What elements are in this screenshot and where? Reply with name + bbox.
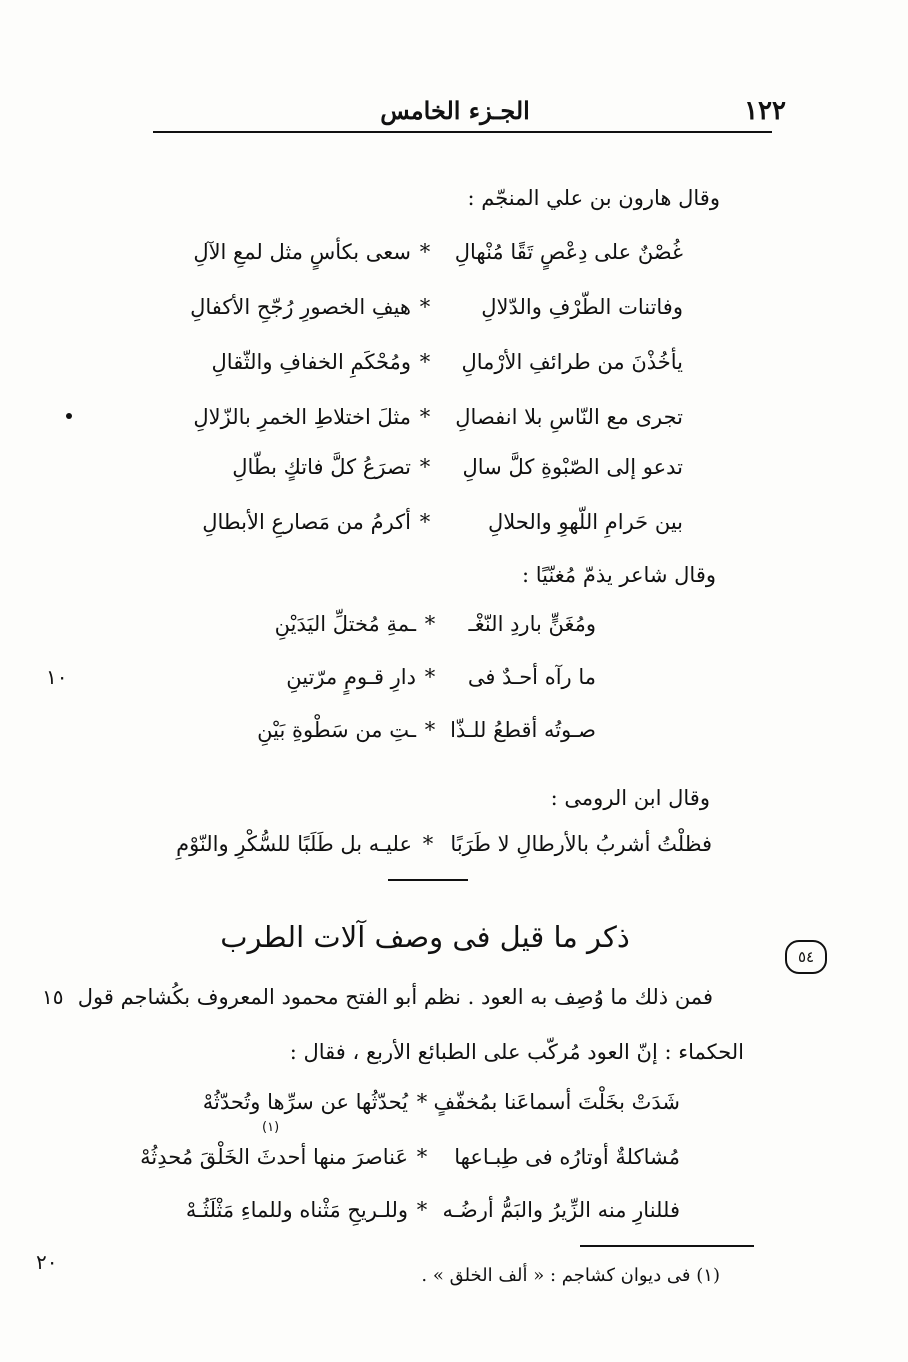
line-number-10: ١٠	[46, 665, 68, 689]
section-title: ذكر ما قيل فى وصف آلات الطرب	[220, 920, 630, 954]
hemistich: فظلْتُ أشربُ بالأرطالِ لا طَرَبًا	[450, 832, 712, 856]
hemistich: وللـريحِ مَثْناه وللماءِ مَثْلَثُـهْ	[185, 1198, 408, 1222]
hemistich: بين حَرامِ اللّهوِ والحلالِ	[487, 510, 683, 534]
intro-rumi: وقال ابن الرومى :	[550, 786, 710, 810]
hemistich: يُحدّثُها عن سرِّها وتُحدّثُهْ	[202, 1090, 408, 1114]
section-divider	[388, 879, 468, 881]
hemistich: شَدَتْ بخَلْتَ أسماعَنا بمُخفّفٍ	[433, 1090, 680, 1114]
verse-separator: *	[424, 612, 436, 636]
page-number: ١٢٢	[744, 96, 786, 126]
marginal-ornament: ٥٤	[785, 940, 827, 974]
hemistich: يأخُذْنَ من طرائفِ الأرْمالِ	[461, 350, 683, 374]
intro-harun: وقال هارون بن علي المنجّم :	[467, 186, 720, 210]
verse-separator: *	[416, 1198, 428, 1222]
verse-separator: *	[422, 832, 434, 856]
footnote-rule	[580, 1245, 754, 1247]
footnote: (١) فى ديوان كشاجم : « ألف الخلق » .	[421, 1265, 720, 1286]
hemistich: دارِ قـومٍ مرّتينِ	[286, 665, 416, 689]
hemistich: أكرمُ من مَصارعِ الأبطالِ	[202, 510, 411, 534]
hemistich: عَناصرَ منها أحدثَ الخَلْقَ مُحدِثُهْ	[140, 1145, 408, 1169]
intro-poet: وقال شاعر يذمّ مُغنّيًا :	[521, 563, 716, 587]
hemistich: ما رآه أحـدٌ فى	[467, 665, 596, 689]
hemistich: تصرَعُ كلَّ فاتكٍ بطّالِ	[232, 455, 411, 479]
hemistich: صـوتُه أقطعُ للـذّا	[450, 718, 596, 742]
running-title: الجـزء الخامس	[380, 96, 530, 125]
prose-line: فمن ذلك ما وُصِف به العود . نظم أبو الفتح محمود المعروف بكُشاجم قول	[77, 985, 713, 1009]
hemistich: ـمةِ مُختلِّ اليَدَيْنِ	[274, 612, 416, 636]
hemistich: مثلَ اختلاطِ الخمرِ بالزّلالِ	[193, 405, 411, 429]
margin-dot	[66, 413, 72, 419]
verse-separator: *	[419, 455, 431, 479]
header-rule	[153, 131, 772, 133]
verse-separator: *	[419, 405, 431, 429]
line-number-15: ١٥	[42, 985, 64, 1009]
hemistich: فللنارِ منه الزِّيرُ والبَمُّ أرضُـه	[442, 1198, 680, 1222]
hemistich: عليـه بل طَلَبًا للسُّكْرِ والنّوْمِ	[176, 832, 412, 856]
hemistich: سعى بكأسٍ مثل لمعِ الآلِ	[193, 240, 411, 264]
verse-separator: *	[424, 718, 436, 742]
hemistich: تدعو إلى الصّبْوةِ كلَّ سالِ	[462, 455, 683, 479]
verse-separator: *	[416, 1090, 428, 1114]
hemistich: تجرى مع النّاسِ بلا انفصالِ	[455, 405, 683, 429]
line-number-20: ٢٠	[36, 1250, 58, 1274]
verse-separator: *	[419, 350, 431, 374]
hemistich: ومُحْكَمِ الخفافِ والثّقالِ	[211, 350, 411, 374]
prose-line: الحكماء : إنّ العود مُركّب على الطبائع الأربع ، فقال :	[289, 1040, 744, 1064]
footnote-marker: (١)	[262, 1120, 280, 1135]
hemistich: مُشاكلةٌ أوتارُه فى طِبـاعها	[454, 1145, 680, 1169]
hemistich: ومُغَنٍّ باردِ النّغْـ	[468, 612, 596, 636]
verse-separator: *	[419, 510, 431, 534]
verse-separator: *	[416, 1145, 428, 1169]
hemistich: هيفِ الخصورِ رُجّحِ الأكفالِ	[190, 295, 411, 319]
verse-separator: *	[424, 665, 436, 689]
hemistich: وفاتنات الطّرْفِ والدّلالِ	[481, 295, 683, 319]
hemistich: غُصْنٌ على دِعْصٍ تَقًا مُنْهالِ	[454, 240, 683, 264]
verse-separator: *	[419, 240, 431, 264]
hemistich: ـتِ من سَطْوةِ بَيْنِ	[257, 718, 416, 742]
verse-separator: *	[419, 295, 431, 319]
